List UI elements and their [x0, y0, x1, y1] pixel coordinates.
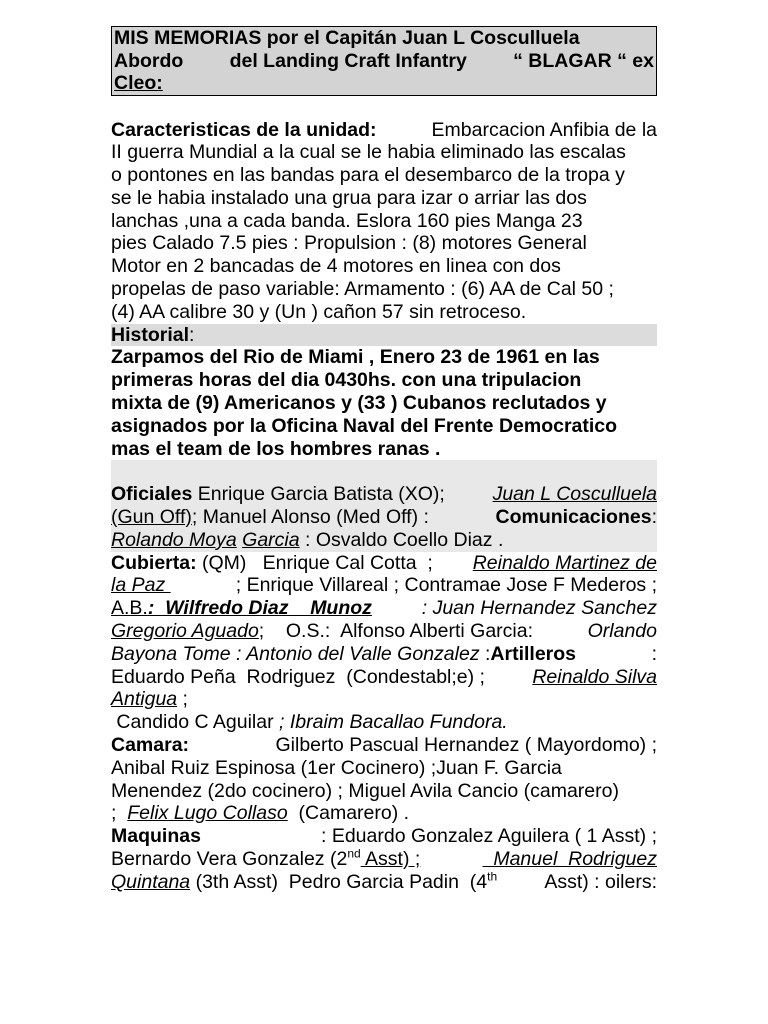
cubierta-name: Reinaldo Martinez de [472, 551, 657, 574]
maquinas-name: Quintana [111, 870, 191, 893]
caracteristicas-line [111, 119, 657, 142]
maquinas-line [111, 825, 657, 848]
maquinas-text: : Eduardo Gonzalez Aguilera ( 1 Asst) ; [320, 825, 657, 848]
cubierta-name: Orlando [587, 620, 657, 643]
title-line-2 [114, 50, 654, 73]
caracteristicas-line: propelas de paso variable: Armamento : (6) AA de Cal 50 ; [111, 278, 614, 301]
cubierta-text: : [485, 642, 491, 665]
caracteristicas-line: pies Calado 7.5 pies : Propulsion : (8) motores General [111, 232, 587, 255]
title-line-2-part-a: Abordo [114, 49, 184, 72]
historial-line: Zarpamos del Rio de Miami , Enero 23 de 1961 en las [111, 346, 600, 369]
cubierta-name: Bayona Tome : Antonio del Valle Gonzalez [111, 642, 485, 665]
maquinas-line [111, 848, 657, 871]
cubierta-name: Antigua [111, 688, 178, 711]
camara-section [111, 734, 657, 825]
historial-line: primeras horas del dia 0430hs. con una tripulacion [111, 369, 582, 392]
oficiales-line [111, 483, 657, 506]
oficiales-text: : [651, 506, 657, 529]
oficiales-label: Oficiales [111, 483, 193, 506]
historial-line: mixta de (9) Americanos y (33 ) Cubanos reclutados y [111, 392, 607, 415]
title-line-2-part-b: del Landing Craft Infantry [229, 49, 467, 72]
oficiales-line [111, 529, 657, 552]
caracteristicas-line: Motor en 2 bancadas de 4 motores en linea con dos [111, 255, 561, 278]
cubierta-section [111, 552, 657, 734]
oficiales-name: Juan L Cosculluela [492, 483, 657, 506]
maquinas-label: Maquinas [111, 825, 201, 848]
title-box [111, 26, 657, 96]
cubierta-line [111, 552, 657, 575]
maquinas-line [111, 871, 657, 894]
camara-line [111, 802, 657, 825]
caracteristicas-line: lanchas ,una a cada banda. Eslora 160 pies Manga 23 [111, 209, 583, 232]
section-separator [111, 460, 657, 483]
caracteristicas-section [111, 119, 657, 324]
oficiales-name: Garcia [242, 528, 300, 551]
maquinas-text: (3th Asst) Pedro Garcia Padin (4 [190, 870, 488, 893]
cubierta-text: Eduardo Peña Rodriguez (Condestabl;e) ; [111, 665, 496, 688]
historial-colon: : [189, 323, 195, 346]
cubierta-text: (QM) Enrique Cal Cotta ; [196, 551, 439, 574]
caracteristicas-text: Embarcacion Anfibia de la [431, 118, 657, 141]
oficiales-role: (Gun Off) [111, 506, 192, 529]
cubierta-line [111, 597, 657, 620]
camara-line: Anibal Ruiz Espinosa (1er Cocinero) ;Juan F. Garcia [111, 756, 562, 779]
historial-label: Historial [111, 323, 190, 346]
cubierta-line [111, 574, 657, 597]
camara-line: Menendez (2do cocinero) ; Miguel Avila Cancio (camarero) [111, 779, 619, 802]
camara-text: (Camarero) . [287, 802, 410, 825]
oficiales-section [111, 483, 657, 551]
cubierta-name: ; Ibraim Bacallao Fundora. [279, 711, 508, 734]
maquinas-sup: th [487, 869, 498, 884]
cubierta-text: Candido C Aguilar [111, 711, 280, 734]
oficiales-line [111, 506, 657, 529]
caracteristicas-line: o pontones en las bandas para el desembarco de la tropa y [111, 164, 625, 187]
historial-heading [111, 324, 657, 347]
historial-line: mas el team de los hombres ranas . [111, 437, 441, 460]
caracteristicas-line: se le habia instalado una grua para izar o arriar las dos [111, 186, 587, 209]
cubierta-text: ; O.S.: Alfonso Alberti Garcia: [258, 620, 544, 643]
cubierta-name: Reinaldo Silva [532, 665, 657, 688]
oficiales-text: Enrique Garcia Batista (XO); [192, 483, 445, 506]
caracteristicas-label: Caracteristicas de la unidad: [111, 118, 377, 141]
oficiales-name: Rolando Moya [111, 528, 237, 551]
cubierta-text: ; Enrique Villareal ; Contramae Jose F Mederos ; [235, 574, 657, 597]
title-line-3-text: Cleo: [114, 72, 163, 94]
maquinas-text: Asst) : oilers: [544, 870, 657, 893]
maquinas-text: Asst) ; [360, 848, 421, 870]
camara-label: Camara: [111, 734, 190, 757]
historial-line: asignados por la Oficina Naval del Frente Democratico [111, 414, 618, 437]
maquinas-section [111, 825, 657, 893]
cubierta-label: Cubierta: [111, 551, 197, 574]
maquinas-name: Manuel Rodriguez [482, 848, 657, 870]
maquinas-text: Bernardo Vera Gonzalez (2 [111, 848, 348, 870]
maquinas-sup: nd [347, 846, 361, 861]
cubierta-text: A.B. [111, 597, 148, 620]
comunicaciones-label: Comunicaciones [495, 506, 652, 529]
cubierta-text: : [651, 642, 657, 665]
cubierta-name: : Juan Hernandez Sanchez [421, 597, 657, 620]
title-line-2-part-c: “ BLAGAR “ ex [513, 49, 654, 72]
camara-line [111, 734, 657, 757]
cubierta-name: Gregorio Aguado [111, 620, 259, 643]
cubierta-text: ; [177, 688, 188, 711]
cubierta-line [111, 688, 657, 711]
document-page [111, 26, 657, 894]
title-line-1: MIS MEMORIAS por el Capitán Juan L Cosculluela [114, 27, 580, 49]
oficiales-text: ; Manuel Alonso (Med Off) : [191, 506, 429, 529]
cubierta-line [111, 620, 657, 643]
camara-text: ; [111, 802, 128, 825]
cubierta-name: : Wilfredo Diaz Munoz [147, 597, 372, 620]
oficiales-text: : Osvaldo Coello Diaz . [299, 528, 504, 551]
caracteristicas-line: II guerra Mundial a la cual se le habia eliminado las escalas [111, 141, 626, 164]
cubierta-name: la Paz [111, 574, 171, 597]
artilleros-label: Artilleros [490, 642, 577, 665]
caracteristicas-line: (4) AA calibre 30 y (Un ) cañon 57 sin retroceso. [111, 300, 527, 323]
cubierta-line [111, 711, 657, 734]
camara-text: Gilberto Pascual Hernandez ( Mayordomo) ; [275, 734, 657, 757]
cubierta-line [111, 643, 657, 666]
camara-name: Felix Lugo Collaso [127, 802, 288, 825]
title-line-3 [114, 72, 654, 95]
cubierta-line [111, 666, 657, 689]
historial-section [111, 324, 657, 484]
